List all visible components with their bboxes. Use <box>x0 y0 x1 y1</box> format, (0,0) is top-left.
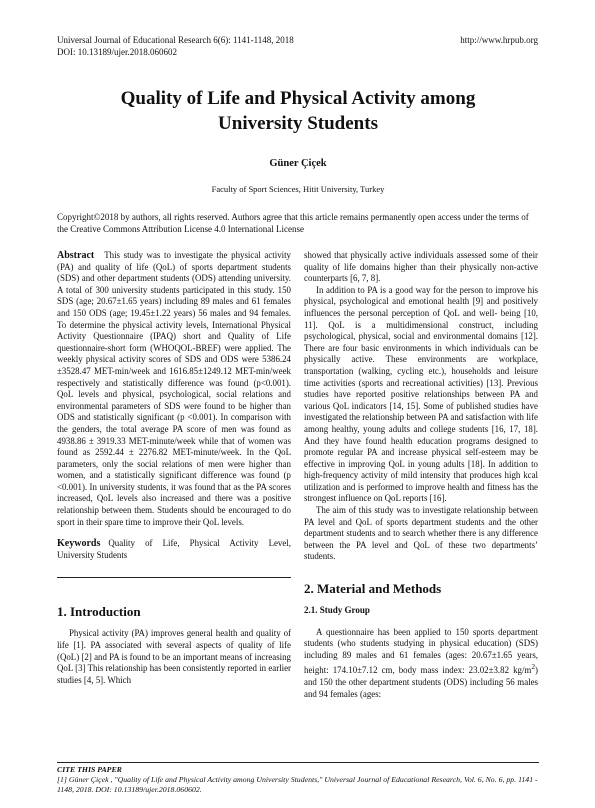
copyright-notice: Copyright©2018 by authors, all rights reserved. Authors agree that this article remains permanently open access under the terms of the Creative Commons Attribution License 4.0 International License <box>57 212 529 234</box>
section-divider <box>57 577 291 578</box>
right-paragraph-2: The aim of this study was to investigate relationship between PA level and QoL of sports department students and the other department students and to search whether there is any difference between the PA level and QoL of these two departments’ students. <box>304 505 538 562</box>
paper-title-line-2: University Students <box>218 113 378 134</box>
abstract <box>57 250 291 528</box>
journal-header <box>57 34 294 58</box>
right-column <box>304 250 538 700</box>
cite-this-paper <box>57 762 539 795</box>
cite-label: CITE THIS PAPER <box>57 762 539 775</box>
abstract-text: This study was to investigate the physical activity (PA) and quality of life (QoL) of sports department students (SDS) and other department students (ODS) attending university. A total of 300 university students participated in this study. 150 SDS (age; 20.67±1.65 years) including 89 males and 61 females and 150 ODS (age; 19.45±1.22 years) 56 males and 94 females. To determine the physical activity levels, International Physical Activity Questionnaire (IPAQ) short and Quality of Life questionnaire-short form (WHOQOL-BREF) were applied. The weekly physical activity scores of SDS and ODS were 5386.24 ±3528.47 MET-min/week and 1616.85±1249.12 MET-min/week respectively and statistically difference was found (p<0.001). QoL levels and physical, psychological, social relations and environmental parameters of SDS were found to be higher than ODS and statistically significant (p <0.001). In comparison with the genders, the total average PA score of men was found as 4938.86 ± 3919.33 MET-minute/week while that of women was found as 2592.44 ± 2276.82 MET-minute/week. In the QoL parameters, only the social relations of men were higher than women, and a statistically significant difference was found (p <0.001). In university students, it was found that as the PA scores increased, QoL levels also increased and there was a positive relationship between them. Students should be encouraged to do sport in their spare time to improve their QoL levels. <box>57 250 291 527</box>
author-name: Güner Çiçek <box>269 158 327 169</box>
author-affiliation: Faculty of Sport Sciences, Hitit University, Turkey <box>211 184 385 194</box>
keywords-text: Quality of Life, Physical Activity Level, University Students <box>57 538 291 560</box>
study-group-text-a: A questionnaire has been applied to 150 sports department students (who students studying in physical education) (SDS) including 89 males and 61 females (ages: 20.67±1.65 years, height: 174.10±7.12 cm, body mass index: 23.02±3.82 kg/m <box>304 626 538 676</box>
study-group-paragraph <box>304 627 538 701</box>
citation-text: [1] Güner Çiçek , "Quality of Life and Physical Activity among University Students," Universal Journal of Educational Research, Vol. 6, No. 6, pp. 1141 - 1148, 2018. DOI: 10.13189/ujer.2018.060602. <box>57 775 538 794</box>
study-group-text-b: ) and 150 the other department students (ODS) including 56 males and 94 females (ages: <box>304 665 538 699</box>
left-column <box>57 250 291 686</box>
journal-citation: Universal Journal of Educational Research 6(6): 1141-1148, 2018 <box>57 35 294 45</box>
abstract-label: Abstract <box>57 250 95 261</box>
paper-title-line-1: Quality of Life and Physical Activity among <box>120 88 476 109</box>
keywords-label: Keywords <box>57 538 101 550</box>
introduction-heading: 1. Introduction <box>57 604 141 620</box>
methods-heading: 2. Material and Methods <box>304 581 442 597</box>
doi-text: DOI: 10.13189/ujer.2018.060602 <box>57 47 177 57</box>
journal-url[interactable]: http://www.hrpub.org <box>460 35 538 45</box>
right-paragraph-continued: showed that physically active individuals assessed some of their quality of life domains higher than their physically non-active counterparts [6, 7, 8]. <box>304 250 538 284</box>
squared-superscript: 2 <box>531 662 536 672</box>
paper-title <box>57 86 539 136</box>
introduction-paragraph: Physical activity (PA) improves general health and quality of life [1]. PA associated with several aspects of quality of life (QoL) [2] and PA is found to be an important means of increasing QoL [3] This relationship has been consistently reported in earlier studies [4, 5]. Which <box>57 628 291 685</box>
right-paragraph-1: In addition to PA is a good way for the person to improve his physical, psychological and emotional health [9] and positively influences the personal perception of QoL and well- being [10, 11]. QoL is a multidimensional construct, including psychological, physical, social and environmental domains [12]. There are four basic environments in which individuals can be physically active. These environments are workplace, transportation (walking, cycling etc.), households and leisure time activities (sports and recreational activities) [13]. Previous studies have reported positive relationships between PA and various QoL indicators [14, 15]. Some of published studies have investigated the relationship between PA and satisfaction with life among healthy, young adults and college students [16, 17, 18]. And they have found health education programs designed to promote regular PA and increase physical self-esteem may be effective in improving QoL in young adults [18]. In addition to high-frequency activity of mild intensity that produces high kcal utilization and is performed to improve health and fitness has the strongest influence on QoL reports [16]. <box>304 284 538 504</box>
study-group-heading: 2.1. Study Group <box>304 605 370 616</box>
keywords <box>57 538 291 561</box>
